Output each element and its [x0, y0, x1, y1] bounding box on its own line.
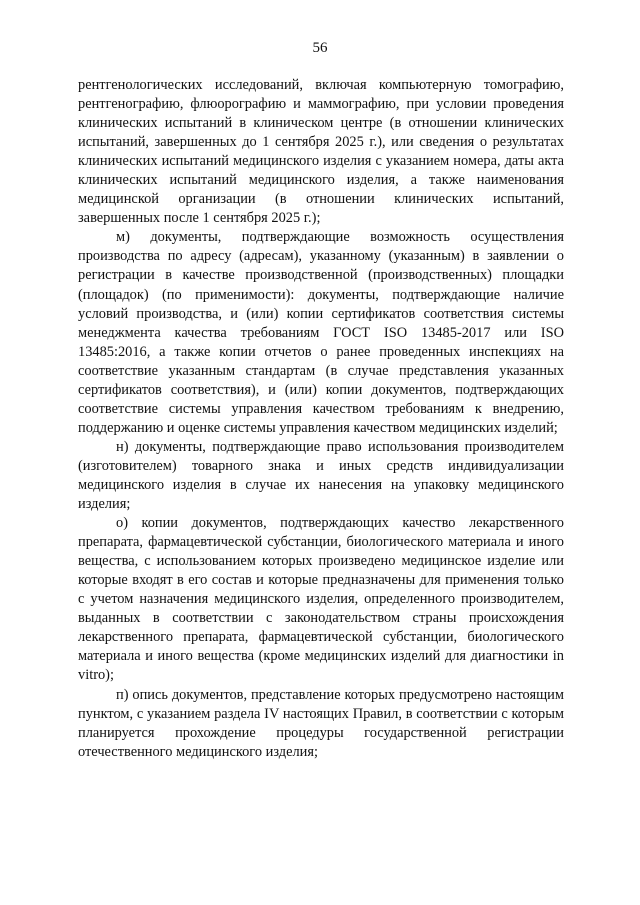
paragraph-item-n: н) документы, подтверждающие право использования производителем (изготовителем) товарного знака и иных средств индивидуализации медицинского изделия в случае их нанесения на упаковку медицинского изделия;: [78, 438, 564, 513]
paragraph-item-m: м) документы, подтверждающие возможность осуществления производства по адресу (адресам), указанному (указанным) в заявлении о регистрации в качестве производственной (производственных) площадки (площадок) (по применимости): документы, подтверждающие наличие условий производства, и (или) копии сертификатов соответствия системы менеджмента качества требованиям ГОСТ ISO 13485-2017 или ISO 13485:2016, а также копии отчетов о ранее проведенных инспекциях на соответствие указанным стандартам (в случае представления указанных сертификатов соответствия), и (или) копии документов, подтверждающих соответствие системы управления качеством требованиям к внедрению, поддержанию и оценке системы управления качеством медицинских изделий;: [78, 229, 564, 436]
document-body: [78, 76, 564, 762]
page-number: 56: [312, 40, 328, 56]
paragraph-continuation: рентгенологических исследований, включая компьютерную томографию, рентгенографию, флюорографию и маммографию, при условии проведения клинических испытаний в клиническом центре (в отношении клинических испытаний, завершенных до 1 сентября 2025 г.), или сведения о результатах клинических испытаний медицинского изделия с указанием номера, даты акта клинических испытаний медицинского изделия, а также наименования медицинской организации (в отношении клинических испытаний, завершенных после 1 сентября 2025 г.);: [78, 77, 564, 227]
paragraph-item-o: о) копии документов, подтверждающих качество лекарственного препарата, фармацевтической субстанции, биологического материала и иного вещества, с использованием которых произведено медицинское изделие или которые входят в его состав и которые предназначены для применения только с учетом назначения медицинского изделия, определенного производителем, выданных в соответствии с законодательством страны происхождения лекарственного препарата, фармацевтической субстанции, биологического материала и иного вещества (кроме медицинских изделий для диагностики in vitro);: [78, 515, 564, 684]
paragraph-item-p: п) опись документов, представление которых предусмотрено настоящим пунктом, с указанием раздела IV настоящих Правил, в соответствии с которым планируется прохождение процедуры государственной регистрации отечественного медицинского изделия;: [78, 686, 564, 760]
